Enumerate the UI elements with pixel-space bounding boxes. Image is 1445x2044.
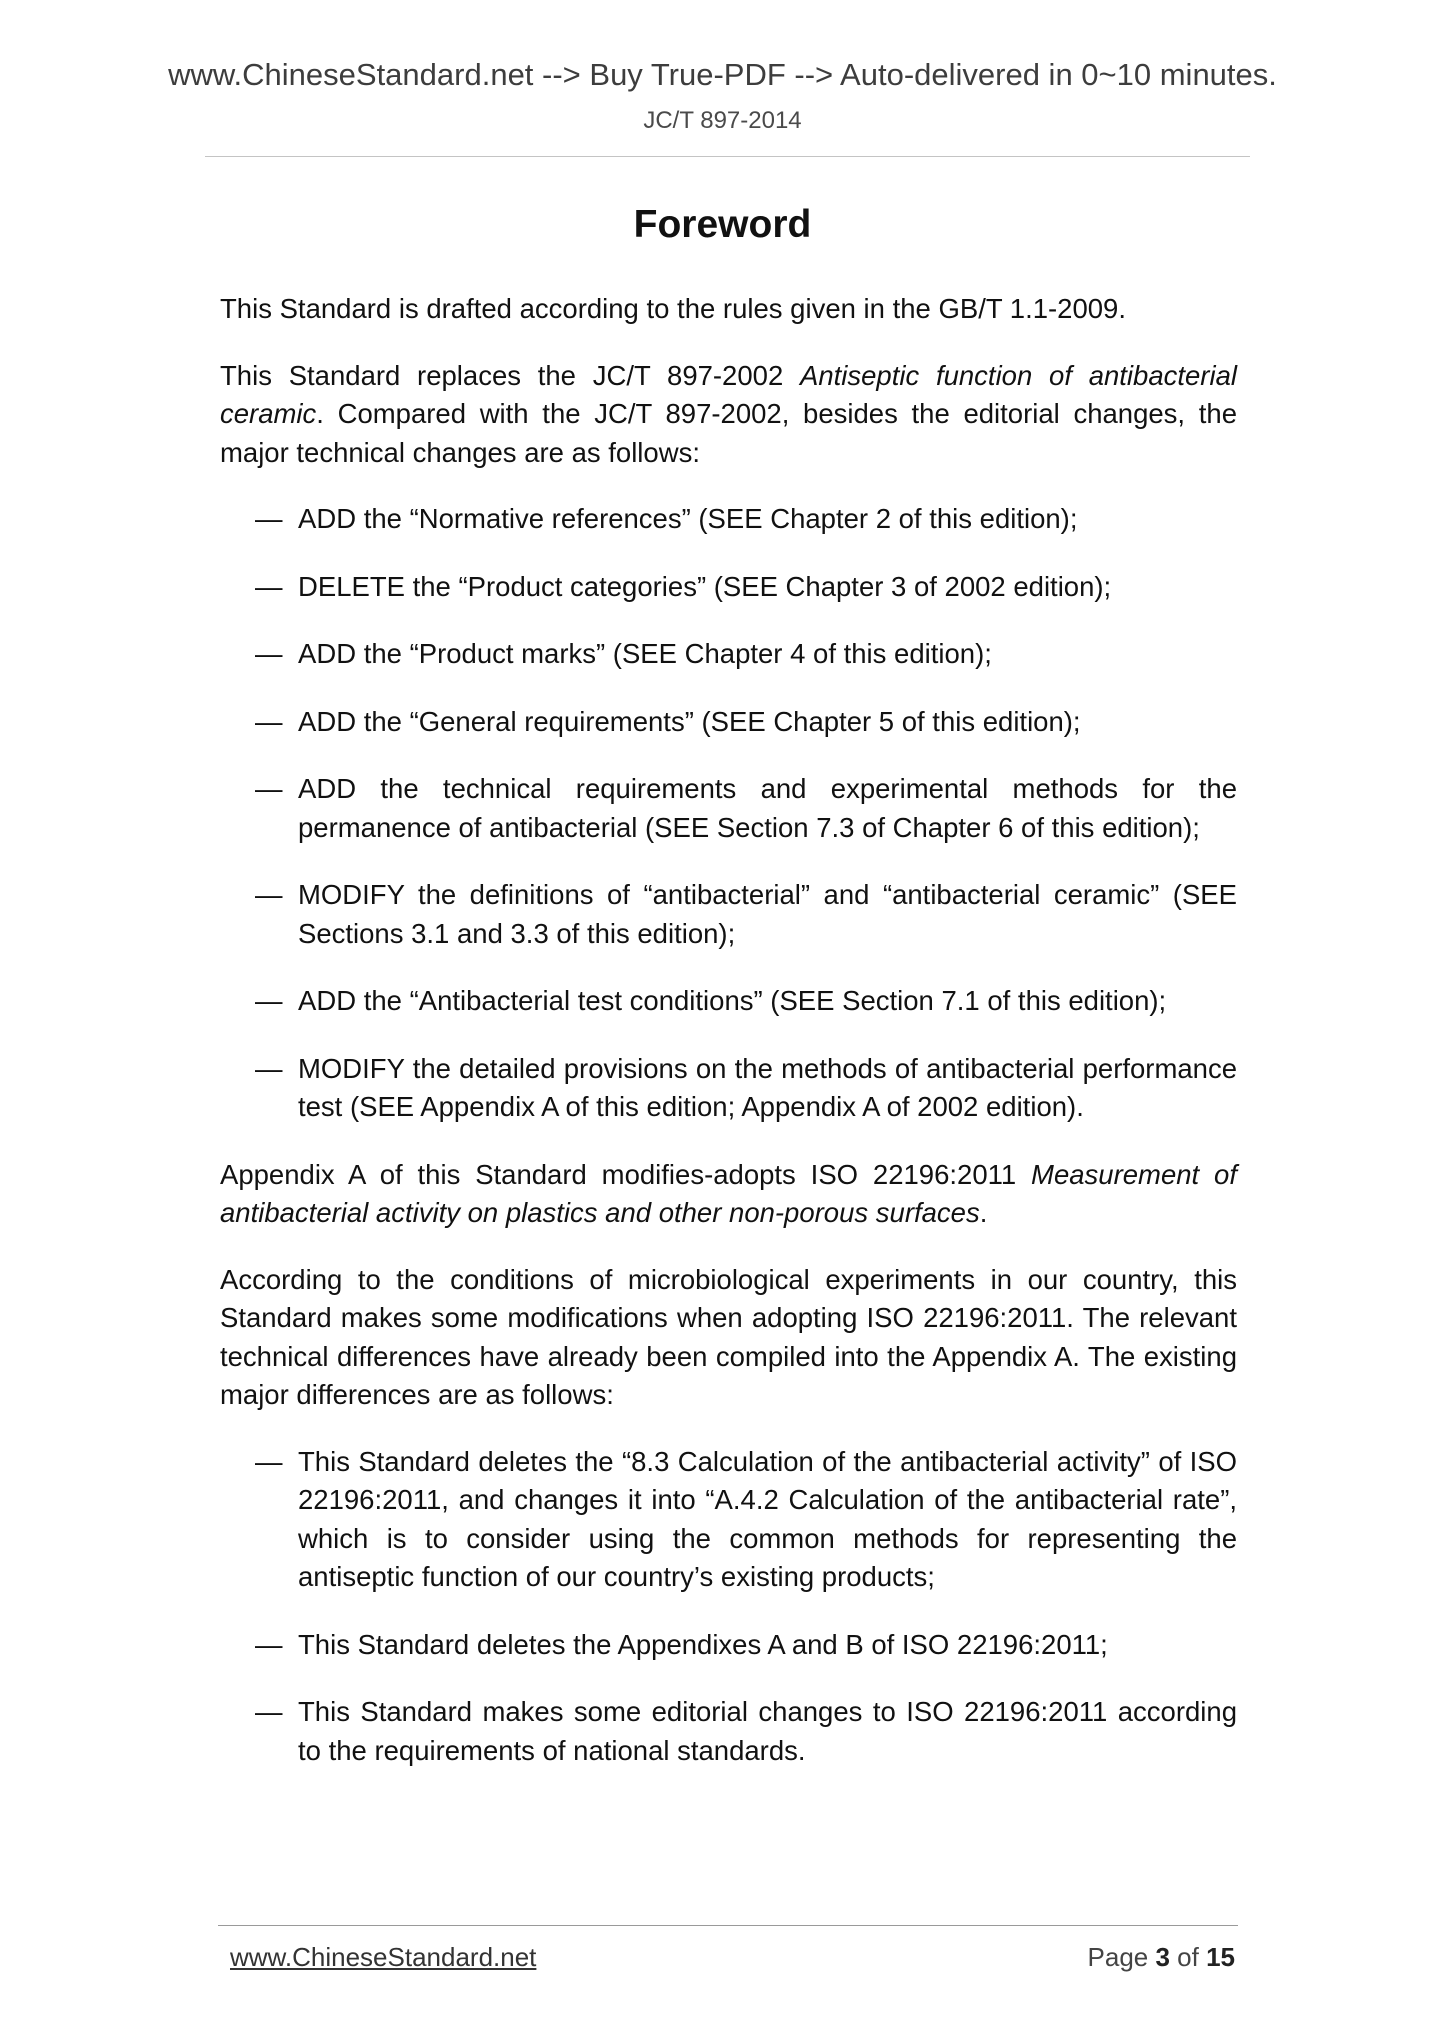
list-item (220, 770, 1237, 847)
footer-divider (218, 1925, 1238, 1926)
dash-bullet: — (255, 1445, 283, 1477)
list-item (220, 635, 1237, 674)
page-of: of (1169, 1942, 1207, 1972)
appendix-iso-title: Measurement of antibacterial activity on plastics and other non-porous surfaces (220, 1158, 1237, 1228)
intro-p2-after: . Compared with the JC/T 897-2002, besides the editorial changes, the major technical changes are as follows: (220, 398, 1237, 468)
dash-bullet: — (255, 503, 283, 534)
document-body (220, 290, 1237, 1799)
header-standard-id: JC/T 897-2014 (643, 107, 802, 134)
list-item-text: DELETE the “Product categories” (SEE Chapter 3 of 2002 edition); (298, 570, 1112, 602)
appendix-before: Appendix A of this Standard modifies-adopts ISO 22196:2011 (220, 1158, 1032, 1190)
footer-site-link[interactable]: www.ChineseStandard.net (230, 1942, 537, 1972)
page-title: Foreword (633, 203, 812, 246)
dash-bullet: — (255, 879, 283, 910)
appendix-paragraph (220, 1156, 1237, 1233)
appendix-after: . (979, 1197, 988, 1228)
page-total: 15 (1206, 1942, 1235, 1972)
list-item-text: ADD the “General requirements” (SEE Chapter 5 of this edition); (298, 705, 1081, 737)
list-item-text: ADD the “Antibacterial test conditions” (SEE Section 7.1 of this edition); (298, 985, 1167, 1016)
intro-paragraph-1: This Standard is drafted according to the rules given in the GB/T 1.1-2009. (220, 293, 1126, 324)
list-item-text: MODIFY the definitions of “antibacterial” and “antibacterial ceramic” (SEE Sections 3.1 and 3.3 of this edition); (298, 879, 1237, 949)
list-item (220, 500, 1237, 539)
dash-bullet: — (255, 705, 283, 737)
header-banner[interactable]: www.ChineseStandard.net --> Buy True-PDF --> Auto-delivered in 0~10 minutes. (168, 57, 1277, 92)
list-item-text: This Standard makes some editorial changes to ISO 22196:2011 according to the requirements of national standards. (298, 1696, 1237, 1766)
dash-bullet: — (255, 570, 283, 602)
list-item (220, 1693, 1237, 1770)
list-item (220, 1626, 1237, 1665)
list-item (220, 703, 1237, 742)
dash-bullet: — (255, 985, 283, 1016)
changes-list (220, 500, 1237, 1127)
dash-bullet: — (255, 773, 283, 804)
page-current: 3 (1155, 1942, 1170, 1972)
list-item (220, 876, 1237, 953)
page-prefix: Page (1087, 1942, 1156, 1972)
list-item (220, 982, 1237, 1021)
list-item-text: This Standard deletes the Appendixes A and B of ISO 22196:2011; (298, 1628, 1108, 1660)
intro-p2-title: Antiseptic function of antibacterial ceramic (220, 359, 1237, 429)
list-item (220, 1443, 1237, 1597)
dash-bullet: — (255, 1696, 283, 1727)
list-item-text: ADD the “Product marks” (SEE Chapter 4 of this edition); (298, 638, 992, 669)
list-item-text: This Standard deletes the “8.3 Calculation of the antibacterial activity” of ISO 22196:2011, and changes it into “A.4.2 Calculation of the antibacterial rate”, which is to consider using the common methods for representing the antiseptic function of our country’s existing products; (298, 1445, 1237, 1592)
dash-bullet: — (255, 638, 283, 669)
intro-p2-before: This Standard replaces the JC/T 897-2002 (220, 359, 800, 391)
dash-bullet: — (255, 1052, 283, 1084)
conditions-paragraph: According to the conditions of microbiological experiments in our country, this Standard makes some modifications when adopting ISO 22196:2011. The relevant technical differences have already been compiled into the Appendix A. The existing major differences are as follows: (220, 1263, 1237, 1410)
dash-bullet: — (255, 1628, 283, 1660)
list-item-text: MODIFY the detailed provisions on the methods of antibacterial performance test (SEE Appendix A of this edition; Appendix A of 2002 edition). (298, 1052, 1237, 1122)
list-item-text: ADD the technical requirements and experimental methods for the permanence of antibacterial (SEE Section 7.3 of Chapter 6 of this edition); (298, 773, 1237, 843)
differences-list (220, 1443, 1237, 1771)
list-item-text: ADD the “Normative references” (SEE Chapter 2 of this edition); (298, 503, 1078, 534)
list-item (220, 568, 1237, 607)
intro-paragraph-2 (220, 357, 1237, 473)
list-item (220, 1050, 1237, 1127)
header-divider (205, 156, 1250, 157)
page-number (1088, 1940, 1235, 1974)
